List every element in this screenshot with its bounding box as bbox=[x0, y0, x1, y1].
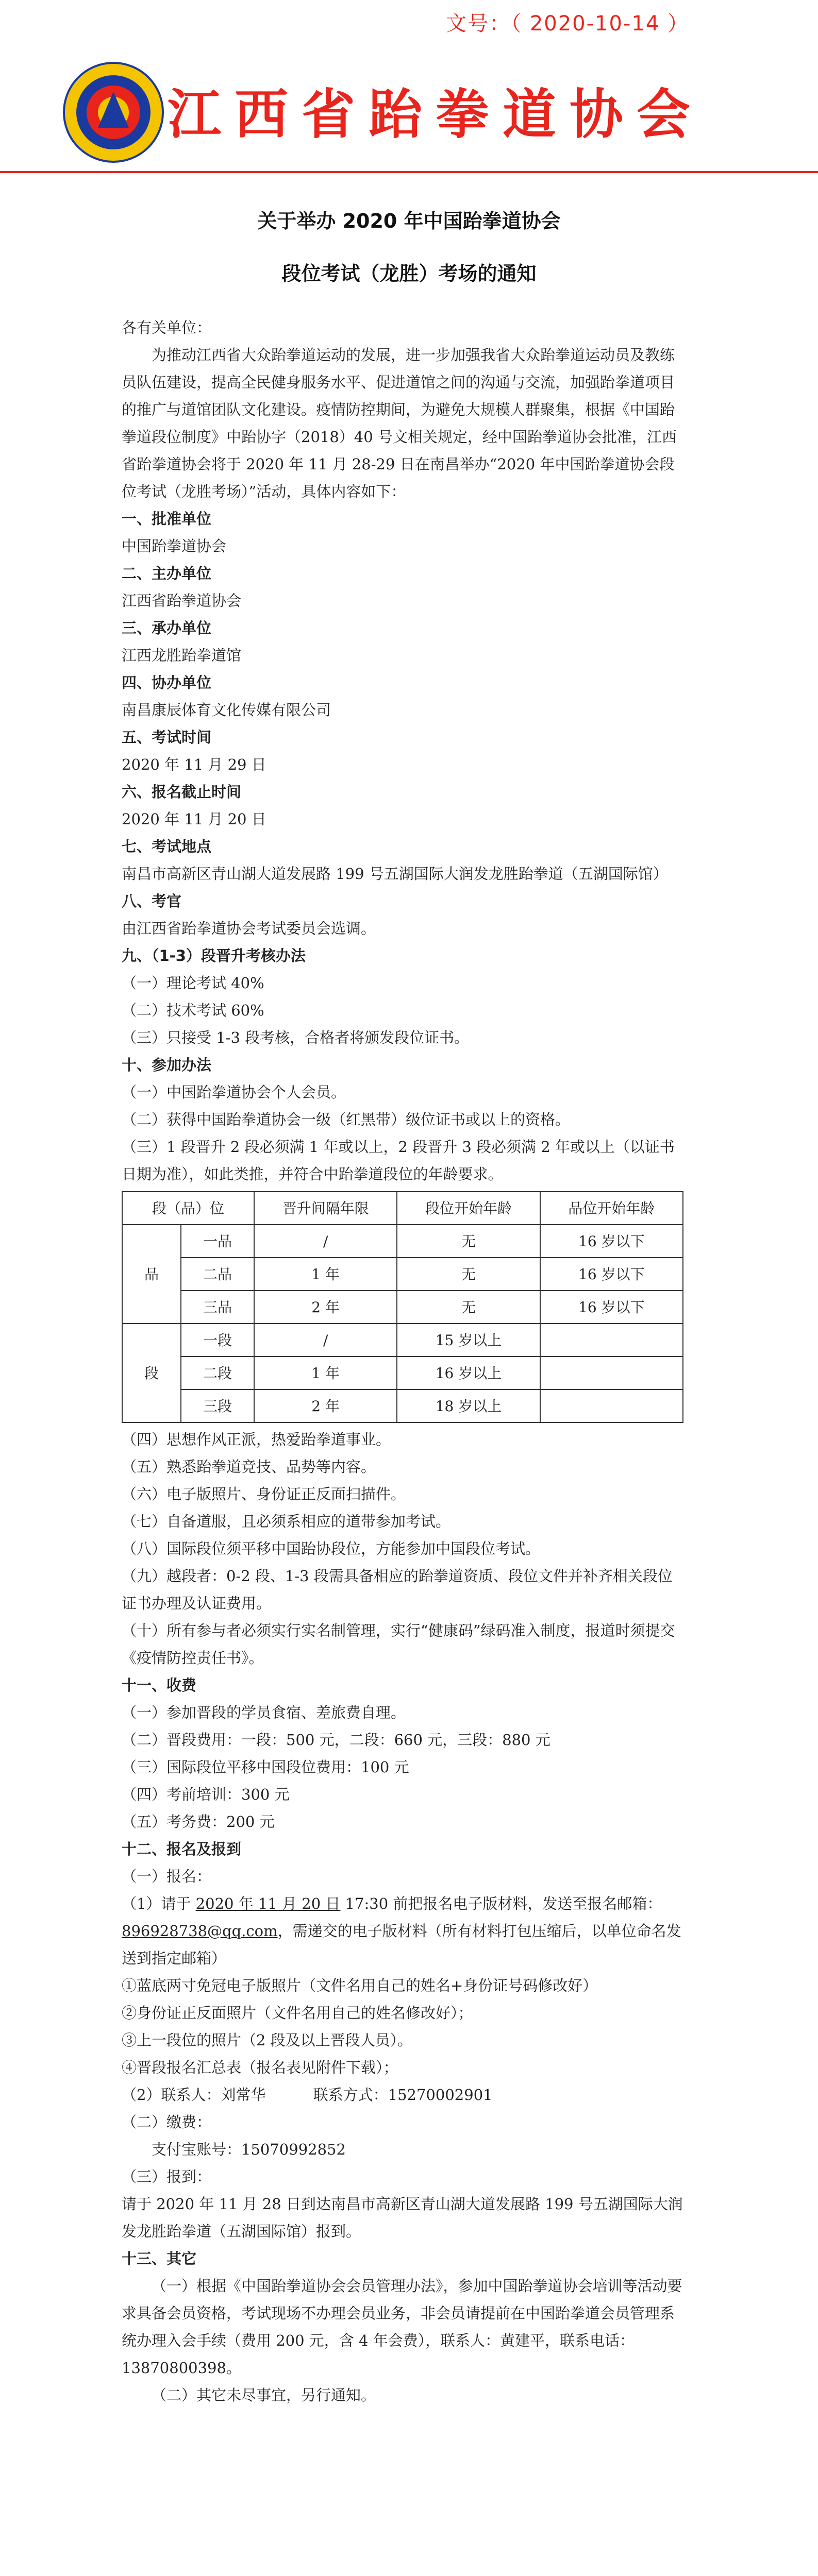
document-number: 文号：（ 2020-10-14 ） bbox=[446, 12, 689, 36]
table-header: 晋升间隔年限 bbox=[254, 1192, 397, 1225]
association-logo-icon bbox=[62, 61, 165, 164]
material-item: ③上一段位的照片（2 段及以上晋段人员）。 bbox=[122, 2031, 413, 2049]
section-eligibility-title: 十、参加办法 bbox=[122, 1056, 212, 1074]
eligibility-item: （三）1 段晋升 2 段必须满 1 年或以上，2 段晋升 3 段必须满 2 年或以上（以证书日期为准），如此类推，并符合中跆拳道段位的年龄要求。 bbox=[122, 1138, 675, 1183]
fee-item: （四）考前培训：300 元 bbox=[122, 1786, 290, 1803]
table-row bbox=[122, 1258, 683, 1291]
level-cell: 二品 bbox=[181, 1258, 254, 1291]
assessment-item: （三）只接受 1-3 段考核，合格者将颁发段位证书。 bbox=[122, 1029, 470, 1046]
assessment-item: （一）理论考试 40% bbox=[122, 974, 264, 992]
eligibility-item: （一）中国跆拳道协会个人会员。 bbox=[122, 1083, 346, 1101]
registration-text: 17:30 前把报名电子版材料，发送至报名邮箱： bbox=[340, 1895, 662, 1912]
level-cell: 二段 bbox=[181, 1357, 254, 1389]
registration-deadline: 2020 年 11 月 20 日 bbox=[195, 1895, 341, 1912]
eligibility-item: （八）国际段位须平移中国跆协段位，方能参加中国段位考试。 bbox=[122, 1540, 541, 1557]
dan-age-cell: 18 岁以上 bbox=[397, 1389, 540, 1422]
level-cell: 三品 bbox=[181, 1291, 254, 1324]
contact-line: （2）联系人：刘常华 联系方式：15270002901 bbox=[122, 2086, 493, 2104]
header-divider bbox=[0, 171, 818, 173]
eligibility-item: （六）电子版照片、身份证正反面扫描件。 bbox=[122, 1485, 406, 1503]
section-examiner-text: 由江西省跆拳道协会考试委员会选调。 bbox=[122, 920, 376, 937]
section-co-organizer-text: 南昌康辰体育文化传媒有限公司 bbox=[122, 701, 331, 719]
dan-age-cell: 无 bbox=[397, 1291, 540, 1324]
table-header: 段（品）位 bbox=[122, 1192, 254, 1225]
section-organizer-title: 三、承办单位 bbox=[122, 619, 212, 637]
group-label-dan: 段 bbox=[122, 1324, 181, 1422]
official-seal-icon bbox=[466, 2568, 662, 2576]
section-host-text: 江西省跆拳道协会 bbox=[122, 592, 242, 609]
payment-subtitle: （二）缴费： bbox=[122, 2113, 212, 2131]
section-organizer-text: 江西龙胜跆拳道馆 bbox=[122, 647, 242, 664]
organization-name: 江西省跆拳道协会 bbox=[168, 82, 704, 146]
poom-age-cell bbox=[540, 1357, 683, 1389]
interval-cell: 1 年 bbox=[254, 1357, 397, 1389]
table-row bbox=[122, 1291, 683, 1324]
section-deadline-text: 2020 年 11 月 20 日 bbox=[122, 810, 266, 828]
poom-age-cell bbox=[540, 1389, 683, 1422]
section-registration-title: 十二、报名及报到 bbox=[122, 1840, 242, 1858]
other-item: （二）其它未尽事宜，另行通知。 bbox=[152, 2386, 376, 2404]
registration-instructions bbox=[122, 1890, 683, 1972]
section-other-title: 十三、其它 bbox=[122, 2250, 197, 2267]
report-text: 请于 2020 年 11 月 28 日到达南昌市高新区青山湖大道发展路 199 号五湖国际大润发龙胜跆拳道（五湖国际馆）报到。 bbox=[122, 2195, 683, 2240]
dan-age-cell: 无 bbox=[397, 1258, 540, 1291]
assessment-item: （二）技术考试 60% bbox=[122, 1002, 264, 1019]
section-exam-time-title: 五、考试时间 bbox=[122, 728, 212, 746]
dan-age-cell: 无 bbox=[397, 1225, 540, 1258]
eligibility-item: （五）熟悉跆拳道竞技、品势等内容。 bbox=[122, 1458, 376, 1476]
material-item: ④晋段报名汇总表（报名表见附件下载）； bbox=[122, 2059, 398, 2076]
table-header: 品位开始年龄 bbox=[540, 1192, 683, 1225]
table-row bbox=[122, 1389, 683, 1422]
material-item: ②身份证正反面照片（文件名用自己的姓名修改好）； bbox=[122, 2004, 473, 2022]
eligibility-item: （七）自备道服，且必须系相应的道带参加考试。 bbox=[122, 1513, 451, 1530]
fee-item: （二）晋段费用：一段：500 元，二段：660 元，三段：880 元 bbox=[122, 1731, 550, 1749]
interval-cell: / bbox=[254, 1324, 397, 1357]
table-row bbox=[122, 1225, 683, 1258]
dan-age-cell: 16 岁以上 bbox=[397, 1357, 540, 1389]
poom-age-cell: 16 岁以下 bbox=[540, 1291, 683, 1324]
table-row bbox=[122, 1357, 683, 1389]
registration-text: ，需递交的电子版材料（所有材料打包压缩后，以单位命名发送到指定邮箱） bbox=[122, 1922, 681, 1967]
interval-cell: 1 年 bbox=[254, 1258, 397, 1291]
level-cell: 三段 bbox=[181, 1389, 254, 1422]
registration-subtitle: （一）报名： bbox=[122, 1868, 212, 1885]
eligibility-item: （二）获得中国跆拳道协会一级（红黑带）级位证书或以上的资格。 bbox=[122, 1111, 571, 1128]
eligibility-item: （四）思想作风正派，热爱跆拳道事业。 bbox=[122, 1431, 391, 1448]
fee-item: （五）考务费：200 元 bbox=[122, 1813, 275, 1831]
intro-paragraph: 为推动江西省大众跆拳道运动的发展，进一步加强我省大众跆拳道运动员及教练员队伍建设，提高全民健身服务水平、促进道馆之间的沟通与交流，加强跆拳道项目的推广与道馆团队文化建设。疫情防控期间，为避免大规模人群聚集，根据《中国跆拳道段位制度》中跆协字（2018）40 号文相关规定，经中国跆拳道协会批准，江西省跆拳道协会将于 2020 年 11 月 28-29 日在南昌举办“2020 年中国跆拳道协会段位考试（龙胜考场）”活动，具体内容如下： bbox=[122, 346, 677, 500]
eligibility-item: （九）越段者：0-2 段、1-3 段需具备相应的跆拳道资质、段位文件并补齐相关段位证书办理及认证费用。 bbox=[122, 1567, 673, 1612]
table-header: 段位开始年龄 bbox=[397, 1192, 540, 1225]
section-approval-text: 中国跆拳道协会 bbox=[122, 537, 227, 555]
dan-age-cell: 15 岁以上 bbox=[397, 1324, 540, 1357]
table-header-row bbox=[122, 1192, 683, 1225]
section-fees-title: 十一、收费 bbox=[122, 1676, 197, 1694]
section-location-title: 七、考试地点 bbox=[122, 838, 212, 855]
level-cell: 一段 bbox=[181, 1324, 254, 1357]
notice-title-line-1: 关于举办 2020 年中国跆拳道协会 bbox=[257, 210, 561, 232]
section-exam-time-text: 2020 年 11 月 29 日 bbox=[122, 756, 266, 773]
section-deadline-title: 六、报名截止时间 bbox=[122, 783, 242, 801]
interval-cell: / bbox=[254, 1225, 397, 1258]
section-co-organizer-title: 四、协办单位 bbox=[122, 674, 212, 691]
report-subtitle: （三）报到： bbox=[122, 2168, 212, 2185]
interval-cell: 2 年 bbox=[254, 1389, 397, 1422]
interval-cell: 2 年 bbox=[254, 1291, 397, 1324]
section-approval-title: 一、批准单位 bbox=[122, 510, 212, 528]
section-location-text: 南昌市高新区青山湖大道发展路 199 号五湖国际大润发龙胜跆拳道（五湖国际馆） bbox=[122, 865, 668, 883]
table-row bbox=[122, 1324, 683, 1357]
section-examiner-title: 八、考官 bbox=[122, 892, 182, 910]
poom-age-cell bbox=[540, 1324, 683, 1357]
eligibility-item: （十）所有参与者必须实行实名制管理，实行“健康码”绿码准入制度，报道时须提交《疫情防控责任书》。 bbox=[122, 1622, 675, 1667]
notice-body bbox=[122, 314, 683, 2409]
other-item: （一）根据《中国跆拳道协会会员管理办法》，参加中国跆拳道协会培训等活动要求具备会员资格，考试现场不办理会员业务，非会员请提前在中国跆拳道会员管理系统办理入会手续（费用 200 元，含 4 年会费），联系人：黄建平，联系电话：13870800398。 bbox=[122, 2277, 682, 2377]
fee-item: （三）国际段位平移中国段位费用：100 元 bbox=[122, 1758, 409, 1776]
registration-text: （1）请于 bbox=[122, 1895, 196, 1912]
poom-age-cell: 16 岁以下 bbox=[540, 1258, 683, 1291]
fee-item: （一）参加晋段的学员食宿、差旅费自理。 bbox=[122, 1704, 406, 1721]
alipay-account: 支付宝账号：15070992852 bbox=[152, 2141, 346, 2158]
registration-email-link[interactable]: 896928738@qq.com bbox=[122, 1922, 278, 1940]
section-host-title: 二、主办单位 bbox=[122, 565, 212, 582]
rank-requirements-table bbox=[122, 1191, 683, 1423]
salutation: 各有关单位： bbox=[122, 319, 212, 336]
group-label-poom: 品 bbox=[122, 1225, 181, 1324]
material-item: ①蓝底两寸免冠电子版照片（文件名用自己的姓名+身份证号码修改好） bbox=[122, 1977, 598, 1994]
notice-title-line-2: 段位考试（龙胜）考场的通知 bbox=[281, 262, 537, 285]
level-cell: 一品 bbox=[181, 1225, 254, 1258]
section-assessment-title: 九、（1-3）段晋升考核办法 bbox=[122, 947, 306, 964]
poom-age-cell: 16 岁以下 bbox=[540, 1225, 683, 1258]
